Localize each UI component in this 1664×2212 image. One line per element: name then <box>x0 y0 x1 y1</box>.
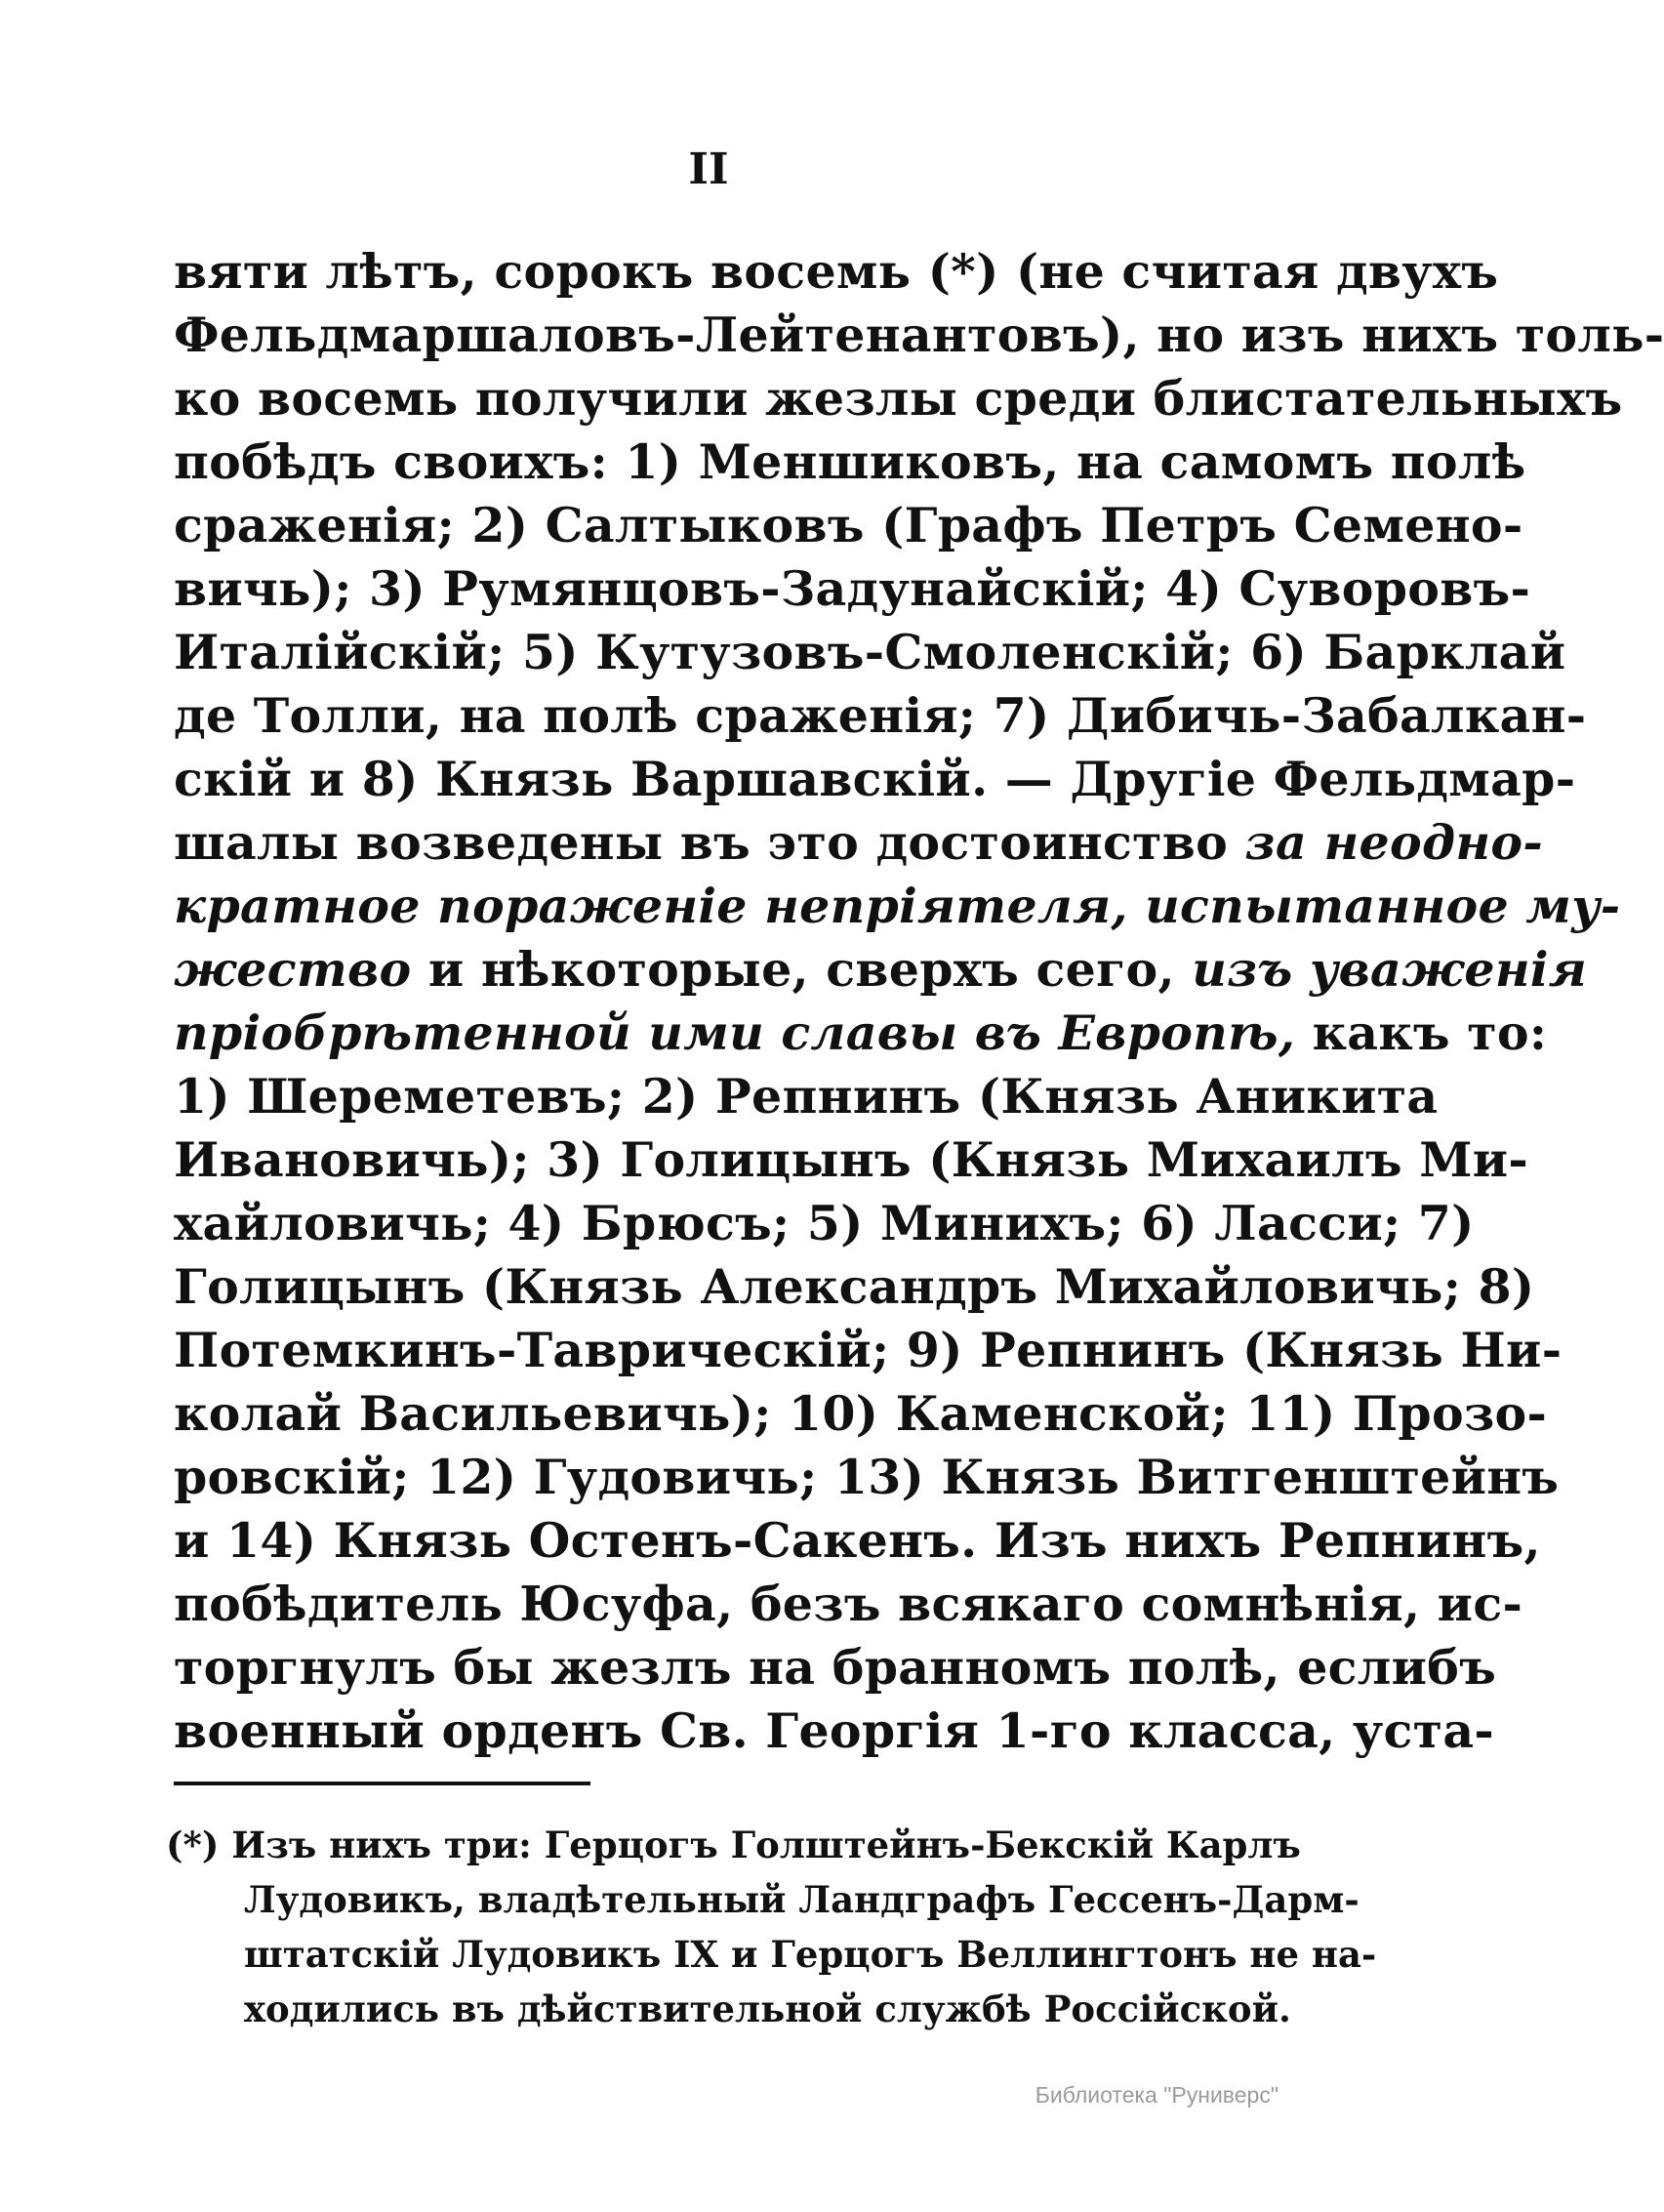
text-line: вичь); 3) Румянцовъ-Задунайскій; 4) Суворовъ- <box>174 560 1531 617</box>
text-line: Ивановичь); 3) Голицынъ (Князь Михаилъ Ми- <box>174 1131 1529 1188</box>
italic-segment: за неодно- <box>1244 814 1543 871</box>
text-line: де Толли, на полѣ сраженія; 7) Дибичь-Забалкан- <box>174 687 1587 744</box>
footnote-line: ходились въ дѣйствительной службѣ Россійской. <box>244 1987 1291 2030</box>
text-line: ровскій; 12) Гудовичь; 13) Князь Витгенштейнъ <box>174 1449 1560 1505</box>
text-line <box>174 1002 1548 1065</box>
text-line: Италійскій; 5) Кутузовъ-Смоленскій; 6) Барклай <box>174 624 1566 680</box>
text-line: торгнулъ бы жезлъ на бранномъ полѣ, еслибъ <box>174 1639 1497 1696</box>
text-line: Потемкинъ-Таврическій; 9) Репнинъ (Князь Ни- <box>174 1322 1563 1378</box>
text-line: вяти лѣтъ, сорокъ восемь (*) (не считая двухъ <box>174 243 1499 300</box>
text-line: сраженія; 2) Салтыковъ (Графъ Петръ Семено- <box>174 497 1523 553</box>
footnote-line: Лудовикъ, владѣтельный Ландграфъ Гессенъ-Дарм- <box>244 1878 1360 1921</box>
main-text <box>174 240 1664 1763</box>
text-segment: какъ то: <box>1312 1004 1548 1061</box>
footnote-divider <box>174 1782 590 1785</box>
library-watermark: Библиотека "Руниверс" <box>1035 2082 1278 2108</box>
footnote-line: штатскій Лудовикъ IX и Герцогъ Веллингтонъ не на- <box>244 1933 1377 1976</box>
text-line <box>174 811 1543 875</box>
text-line: Фельдмаршаловъ-Лейтенантовъ), но изъ нихъ толь- <box>174 307 1664 363</box>
page-number: II <box>688 144 729 194</box>
text-line: побѣдъ своихъ: 1) Меншиковъ, на самомъ полѣ <box>174 433 1526 490</box>
text-line: Голицынъ (Князь Александръ Михайловичь; 8) <box>174 1258 1535 1315</box>
text-line: побѣдитель Юсуфа, безъ всякаго сомнѣнія, ис- <box>174 1576 1523 1632</box>
italic-segment: жество <box>174 941 412 998</box>
text-line: 1) Шереметевъ; 2) Репнинъ (Князь Аникита <box>174 1068 1439 1125</box>
text-line: ко восемь получили жезлы среди блистательныхъ <box>174 370 1623 427</box>
text-line: скій и 8) Князь Варшавскій. — Другіе Фельдмар- <box>174 751 1576 807</box>
text-line: колай Васильевичь); 10) Каменской; 11) Прозо- <box>174 1385 1548 1442</box>
text-line: военный орденъ Св. Георгія 1-го класса, уста- <box>174 1702 1495 1759</box>
italic-segment: пріобрѣтенной ими славы въ Европѣ, <box>174 1004 1296 1061</box>
text-line: кратное пораженіе непріятеля, испытанное му- <box>174 878 1621 934</box>
italic-segment: изъ уваженія <box>1192 941 1588 998</box>
text-segment: шалы возведены въ это достоинство <box>174 814 1229 871</box>
footnote <box>166 1818 1377 2036</box>
text-line: хайловичь; 4) Брюсъ; 5) Минихъ; 6) Ласси; 7) <box>174 1195 1475 1251</box>
footnote-line: (*) Изъ нихъ три: Герцогъ Голштейнъ-Бекскій Карлъ <box>166 1823 1301 1866</box>
text-segment: и нѣкоторые, сверхъ сего, <box>427 941 1175 998</box>
text-line: и 14) Князь Остенъ-Сакенъ. Изъ нихъ Репнинъ, <box>174 1512 1541 1569</box>
text-line <box>174 938 1588 1002</box>
